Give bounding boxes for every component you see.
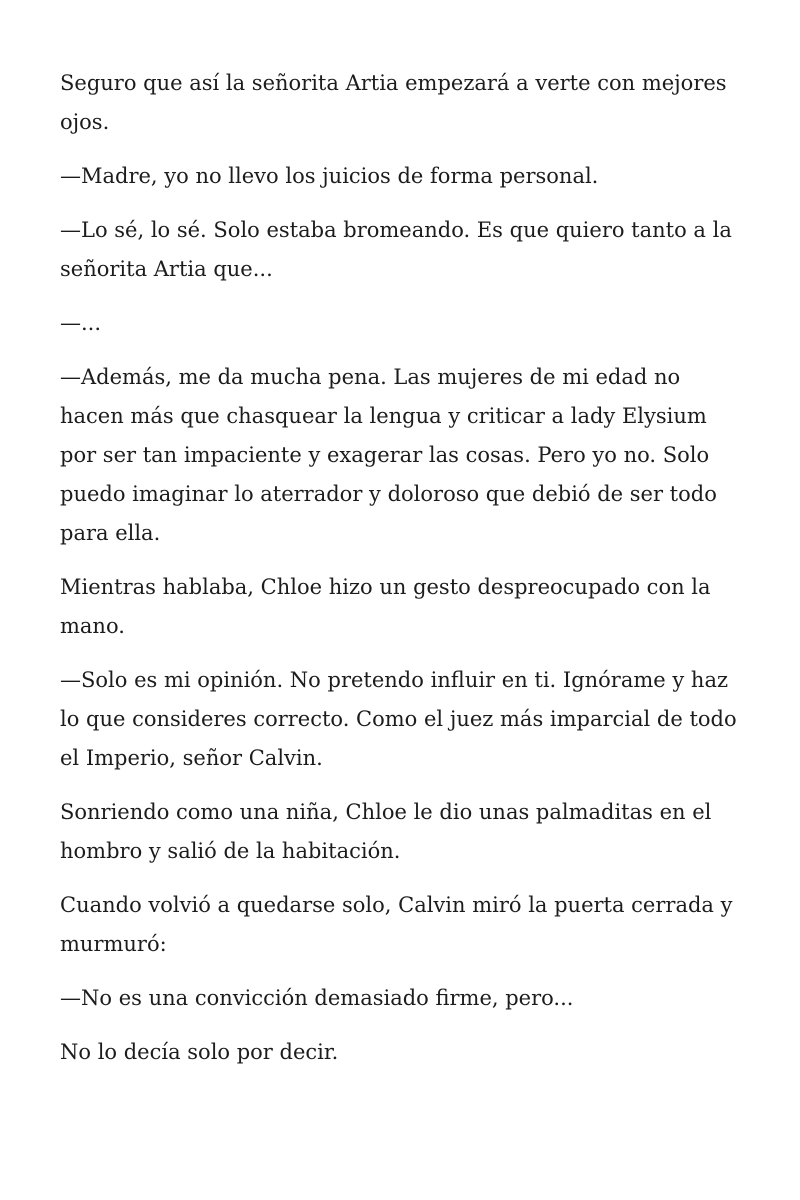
- paragraph-9: Cuando volvió a quedarse solo, Calvin miró la puerta cerrada y murmuró:: [60, 893, 733, 956]
- paragraph-10: —No es una convicción demasiado firme, pero...: [60, 986, 574, 1010]
- paragraph-11: No lo decía solo por decir.: [60, 1040, 339, 1064]
- paragraph-2: —Madre, yo no llevo los juicios de forma personal.: [60, 164, 599, 188]
- paragraph-1: Seguro que así la señorita Artia empezará a verte con mejores ojos.: [60, 71, 727, 134]
- paragraph-5: —Además, me da mucha pena. Las mujeres de mi edad no hacen más que chasquear la lengua y criticar a lady Elysium por ser tan impaciente y exagerar las cosas. Pero yo no. Solo puedo imaginar lo aterrador y doloroso que debió de ser todo para ella.: [60, 365, 717, 545]
- paragraph-8: Sonriendo como una niña, Chloe le dio unas palmaditas en el hombro y salió de la habitación.: [60, 800, 712, 863]
- paragraph-7: —Solo es mi opinión. No pretendo influir en ti. Ignórame y haz lo que consideres correcto. Como el juez más imparcial de todo el Imperio, señor Calvin.: [60, 668, 737, 770]
- paragraph-6: Mientras hablaba, Chloe hizo un gesto despreocupado con la mano.: [60, 575, 711, 638]
- paragraph-4: —...: [60, 311, 102, 335]
- paragraph-3: —Lo sé, lo sé. Solo estaba bromeando. Es que quiero tanto a la señorita Artia que...: [60, 218, 732, 281]
